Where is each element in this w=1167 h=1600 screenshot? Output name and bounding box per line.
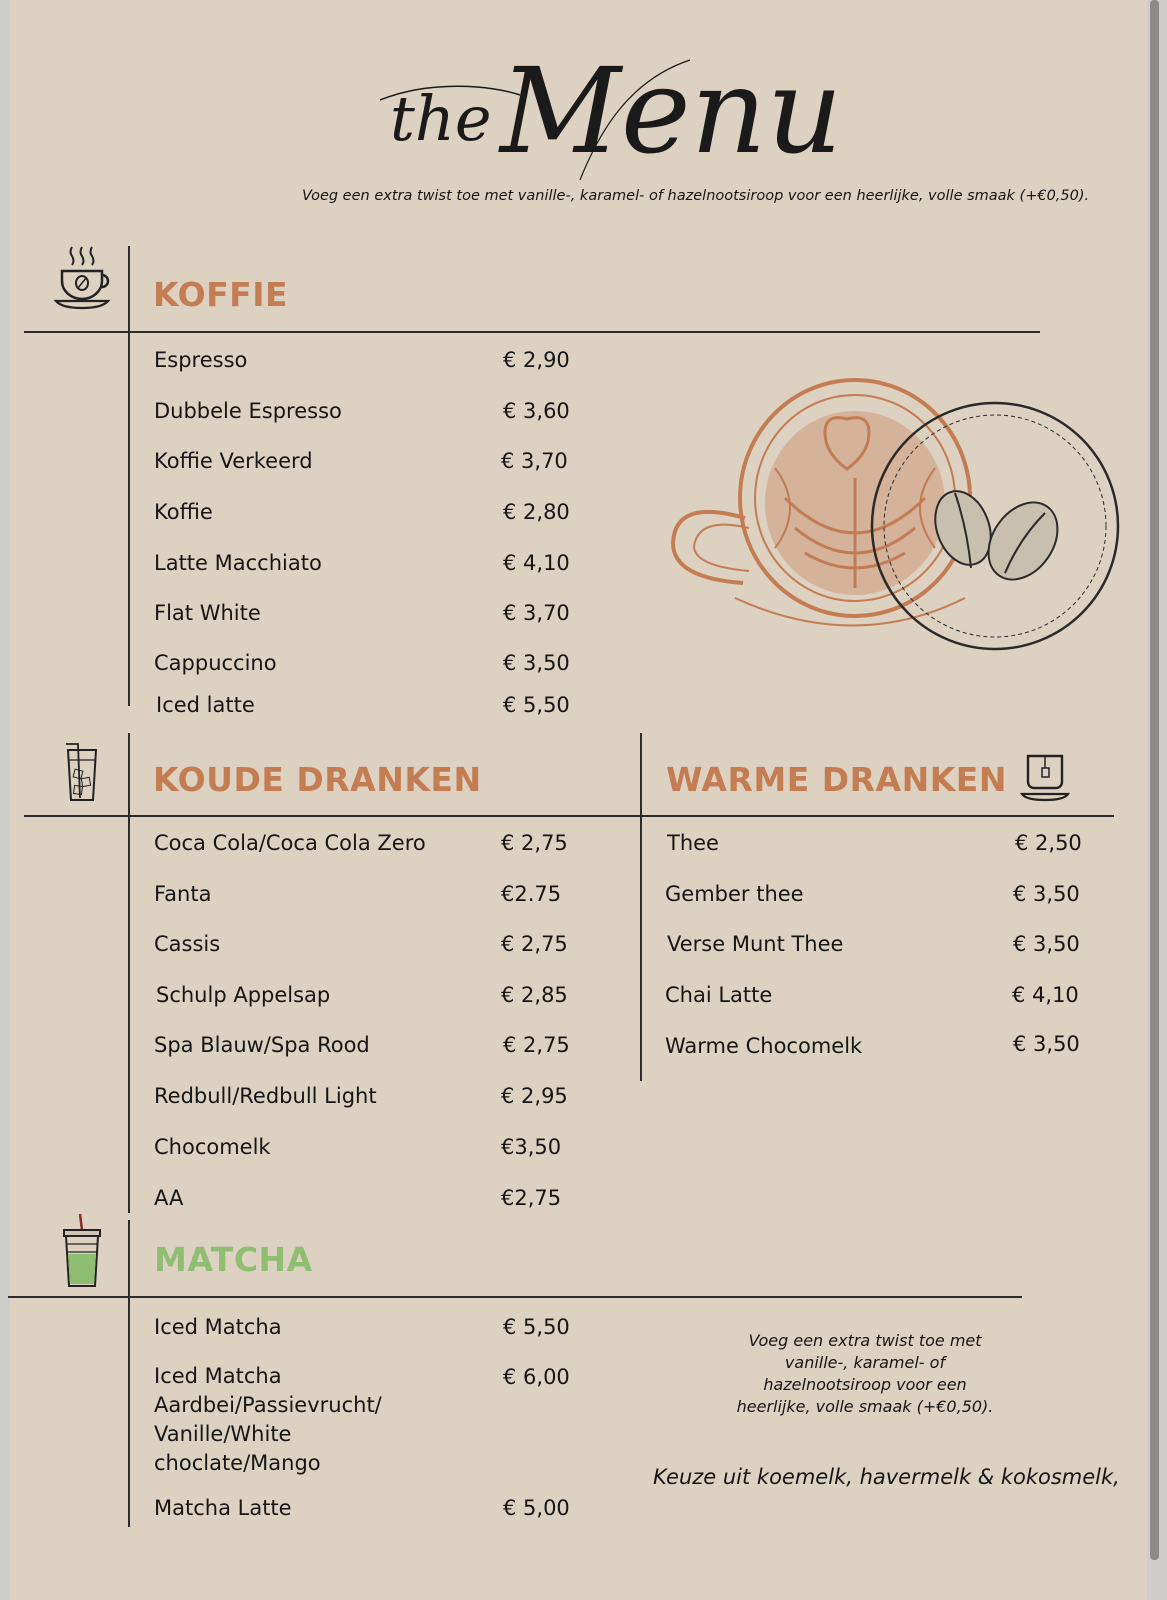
- title-large: Menu: [500, 42, 843, 180]
- menu-item-price: €2,75: [501, 1186, 562, 1210]
- menu-item-price: € 3,60: [503, 399, 570, 423]
- menu-item-price: €2.75: [501, 882, 562, 906]
- scrollbar[interactable]: [1150, 0, 1159, 1560]
- menu-item-name: Dubbele Espresso: [154, 399, 342, 423]
- menu-item-name: Cassis: [154, 932, 221, 956]
- menu-item-price: € 3,50: [503, 651, 570, 675]
- menu-item-name: Schulp Appelsap: [156, 983, 331, 1007]
- menu-item-price: € 2,75: [501, 932, 568, 956]
- vertical-divider-matcha: [128, 1220, 130, 1527]
- menu-item-name: Fanta: [154, 882, 212, 906]
- menu-item-name: Latte Macchiato: [154, 551, 322, 575]
- divider-koffie: [24, 331, 1040, 333]
- menu-item-name: Iced Matcha: [154, 1315, 282, 1339]
- menu-title: [370, 40, 843, 190]
- tea-cup-icon: [1020, 752, 1072, 804]
- menu-item-name: Koffie: [154, 500, 213, 524]
- menu-item-name: Flat White: [154, 601, 261, 625]
- menu-item-price: € 2,75: [501, 831, 568, 855]
- divider-matcha: [8, 1296, 1022, 1298]
- syrup-note: Voeg een extra twist toe met vanille-, karamel- of hazelnootsiroop voor een heerlijke, volle smaak (+€0,50).: [736, 1331, 994, 1416]
- menu-item-price: € 4,10: [503, 551, 570, 575]
- menu-page: [10, 0, 1147, 1600]
- menu-item-name: Iced latte: [156, 693, 255, 717]
- menu-item-name: Spa Blauw/Spa Rood: [154, 1033, 370, 1057]
- menu-item-name: Cappuccino: [154, 651, 277, 675]
- section-title-matcha: MATCHA: [154, 1240, 313, 1279]
- page-subtitle: Voeg een extra twist toe met vanille-, karamel- of hazelnootsiroop voor een heerlijke, volle smaak (+€0,50).: [302, 188, 1090, 204]
- matcha-cup-icon: [60, 1214, 104, 1290]
- iced-drink-icon: [62, 740, 102, 804]
- menu-item-price: € 3,50: [1013, 932, 1080, 956]
- menu-item-price: € 2,50: [1015, 831, 1082, 855]
- divider-koude: [24, 815, 1114, 817]
- menu-item-name: Coca Cola/Coca Cola Zero: [154, 831, 426, 855]
- vertical-divider-middle: [640, 733, 642, 1081]
- milk-choice-note: Keuze uit koemelk, havermelk & kokosmelk,: [653, 1465, 1120, 1489]
- menu-item-price: € 2,95: [501, 1084, 568, 1108]
- section-title-koffie: KOFFIE: [153, 275, 289, 314]
- menu-item-name: Koffie Verkeerd: [154, 449, 313, 473]
- menu-item-price: € 2,75: [503, 1033, 570, 1057]
- menu-item-price: € 6,00: [503, 1365, 570, 1389]
- menu-item-price: € 3,50: [1013, 1032, 1080, 1056]
- menu-item-name: Chai Latte: [665, 983, 773, 1007]
- menu-item-name: AA: [154, 1186, 184, 1210]
- section-title-koude: KOUDE DRANKEN: [153, 760, 482, 799]
- menu-item-name: Espresso: [154, 348, 248, 372]
- vertical-divider-koffie: [128, 246, 130, 706]
- coffee-cup-icon: [54, 245, 114, 311]
- menu-item-price: € 5,00: [503, 1496, 570, 1520]
- menu-item-name: Chocomelk: [154, 1135, 271, 1159]
- menu-item-name: Gember thee: [665, 882, 804, 906]
- menu-item-name: Matcha Latte: [154, 1496, 292, 1520]
- menu-item-price: € 3,50: [1013, 882, 1080, 906]
- menu-item-price: € 3,70: [503, 601, 570, 625]
- menu-item-price: € 3,70: [501, 449, 568, 473]
- menu-item-name: Iced Matcha Aardbei/Passievrucht/ Vanille/White choclate/Mango: [154, 1364, 382, 1475]
- menu-item-name: Thee: [667, 831, 719, 855]
- menu-item-price: € 2,80: [503, 500, 570, 524]
- menu-item-price: € 5,50: [503, 1315, 570, 1339]
- menu-item-name: Verse Munt Thee: [667, 932, 844, 956]
- section-title-warme: WARME DRANKEN: [666, 760, 1007, 799]
- latte-illustration: [665, 378, 1145, 660]
- menu-item-price: € 5,50: [503, 693, 570, 717]
- menu-item-name: Redbull/Redbull Light: [154, 1084, 377, 1108]
- menu-item-price: €3,50: [501, 1135, 562, 1159]
- vertical-divider-koude: [128, 733, 130, 1213]
- menu-item-price: € 4,10: [1012, 983, 1079, 1007]
- title-small: the: [390, 82, 492, 155]
- menu-item-price: € 2,90: [503, 348, 570, 372]
- menu-item-price: € 2,85: [501, 983, 568, 1007]
- menu-item-name: Warme Chocomelk: [665, 1034, 863, 1058]
